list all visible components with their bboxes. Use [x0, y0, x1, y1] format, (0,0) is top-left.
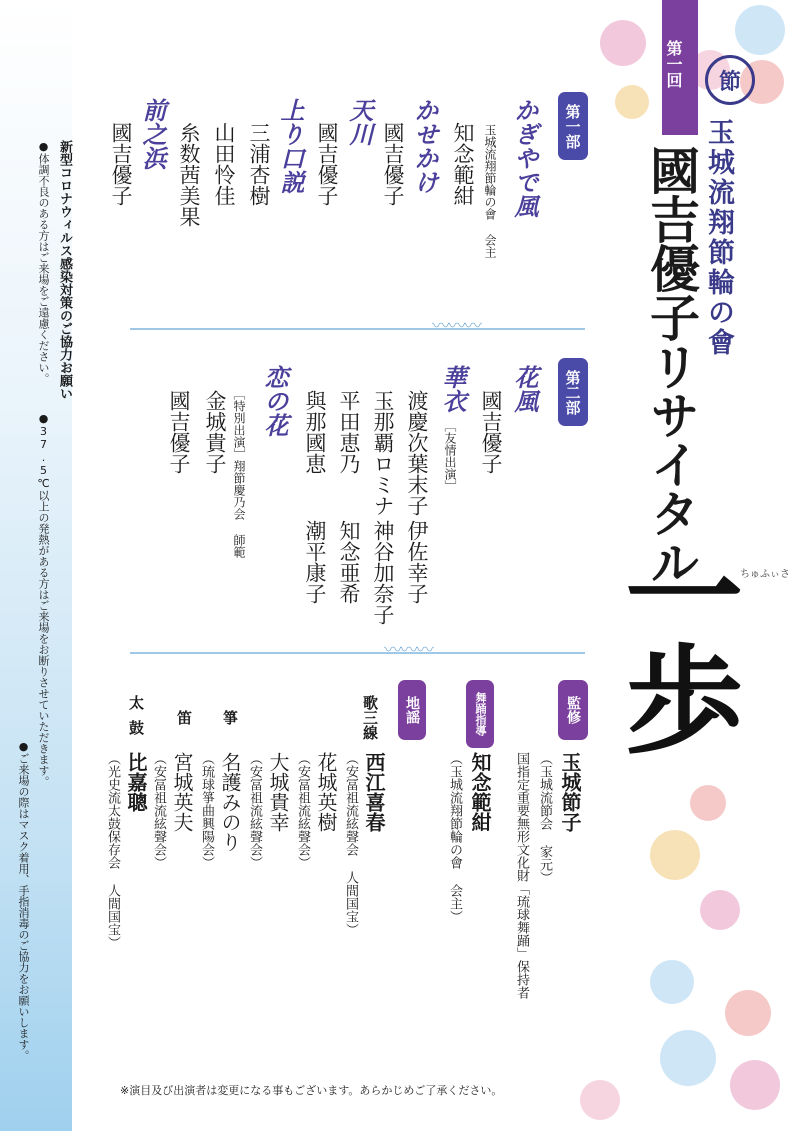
covid-heading: 新型コロナウィルス感染対策のご協力お願い: [57, 140, 72, 400]
sanshin-affil-2: （安冨祖流絃聲会）: [295, 752, 310, 869]
part1-title-4: 上り口説: [276, 98, 305, 194]
part2-performer-2-4b: 潮平康子: [303, 520, 327, 604]
part2-performer-2-2a: 玉那覇ロミナ: [371, 390, 395, 516]
taiko-affiliation: （光史流太鼓保存会 人間国宝）: [105, 752, 120, 949]
koto-affiliation: （琉球箏曲興陽会）: [199, 752, 214, 869]
part2-performer-2-1a: 渡慶次葉末子: [405, 390, 429, 516]
part2-title-1: 花風: [510, 365, 539, 413]
sanshin-name-3: 大城貴幸: [266, 752, 290, 832]
footer-note: ※演目及び出演者は変更になる事もございます。あらかじめご了承ください。: [120, 1084, 503, 1097]
sanshin-label: 歌三線: [361, 695, 379, 740]
part2-performer-2-3a: 平田恵乃: [337, 390, 361, 474]
supervisor-affiliation: （玉城流節会 家元）: [537, 752, 552, 884]
part1-performer-3: 國吉優子: [315, 122, 339, 206]
covid-line-1: ●体調不良のある方はご来場をご遠慮ください。: [37, 140, 50, 384]
part1-performer-5: 國吉優子: [109, 122, 133, 206]
covid-line-3: ●ご来場の際はマスク着用、手指消毒のご協力をお願いします。: [17, 740, 30, 1061]
brush-title: 一歩: [605, 535, 744, 743]
section-divider: [130, 328, 585, 330]
part1-performer-4c: 糸数茜美果: [177, 122, 201, 227]
part2-performer-2-3b: 知念亜希: [337, 520, 361, 604]
part2-title-2: 華衣: [438, 365, 467, 413]
part2-performer-2-1b: 伊佐幸子: [405, 520, 429, 604]
part2-note-3: ［特別出演］翔節慶乃会 師範: [232, 388, 246, 558]
fue-name: 宮城英夫: [170, 752, 194, 832]
wave-ornament: 〰〰〰: [384, 640, 432, 661]
taiko-label: 太鼓: [127, 695, 145, 745]
part2-note-2: ［友情出演］: [443, 420, 457, 492]
part2-performer-2-4a: 與那國恵: [303, 390, 327, 474]
covid-line-2: ●37.5℃以上の発熱がある方はご来場をお断りさせていただきます。: [37, 412, 50, 787]
wave-ornament: 〰〰〰: [432, 316, 480, 337]
choreography-name: 知念範紺: [468, 752, 492, 832]
sanshin-name-1: 西江喜春: [362, 752, 386, 832]
title-reading: ちゅふぃさ: [740, 569, 790, 580]
part1-performer-4a: 三浦杏樹: [247, 122, 271, 206]
choreography-badge: 舞踊指導: [466, 680, 494, 748]
part2-title-3: 恋の花: [260, 365, 289, 437]
part2-performer-3b: 國吉優子: [167, 390, 191, 474]
part1-performer-4b: 山田怜佳: [212, 122, 236, 206]
part1-performer-1: 知念範紺: [451, 122, 475, 206]
part1-title-2: かせかけ: [410, 98, 439, 194]
koto-label: 箏: [221, 710, 239, 725]
fue-label: 笛: [175, 710, 193, 725]
crest-logo: 節: [705, 55, 755, 105]
taiko-name: 比嘉聰: [124, 752, 148, 812]
part2-performer-2-2b: 神谷加奈子: [371, 520, 395, 625]
edition-badge: 第一回: [662, 0, 698, 135]
recital-title: 國吉優子リサイタル: [642, 145, 701, 586]
supervisor-name: 玉城節子: [558, 752, 582, 832]
sanshin-affil-1: （安冨祖流絃聲会 人間国宝）: [343, 752, 358, 936]
sanshin-affil-3: （安冨祖流絃聲会）: [247, 752, 262, 869]
part2-performer-3a: 金城貴子: [203, 390, 227, 474]
part2-badge: 第二部: [558, 358, 588, 426]
supervisor-badge: 監修: [558, 680, 588, 740]
part1-role-1: 玉城流翔節輪の會 会主: [483, 124, 497, 258]
sanshin-name-2: 花城英樹: [314, 752, 338, 832]
part1-badge: 第一部: [558, 92, 588, 160]
koto-name: 名護みのり: [218, 752, 242, 852]
part2-performer-1: 國吉優子: [479, 390, 503, 474]
jikata-badge: 地謡: [398, 680, 426, 740]
part1-performer-2: 國吉優子: [381, 122, 405, 206]
part1-title-3: 天川: [345, 98, 374, 146]
organization-name: 玉城流翔節輪の會: [703, 118, 734, 358]
section-divider: [130, 652, 585, 654]
supervisor-honor: 国指定重要無形文化財「琉球舞踊」保持者: [514, 752, 529, 999]
part1-title-5: 前之浜: [138, 98, 167, 170]
part1-title-1: かぎやで風: [510, 98, 539, 218]
fue-affiliation: （安冨祖流絃聲会）: [151, 752, 166, 869]
choreography-affiliation: （玉城流翔節輪の會 会主）: [447, 752, 462, 923]
